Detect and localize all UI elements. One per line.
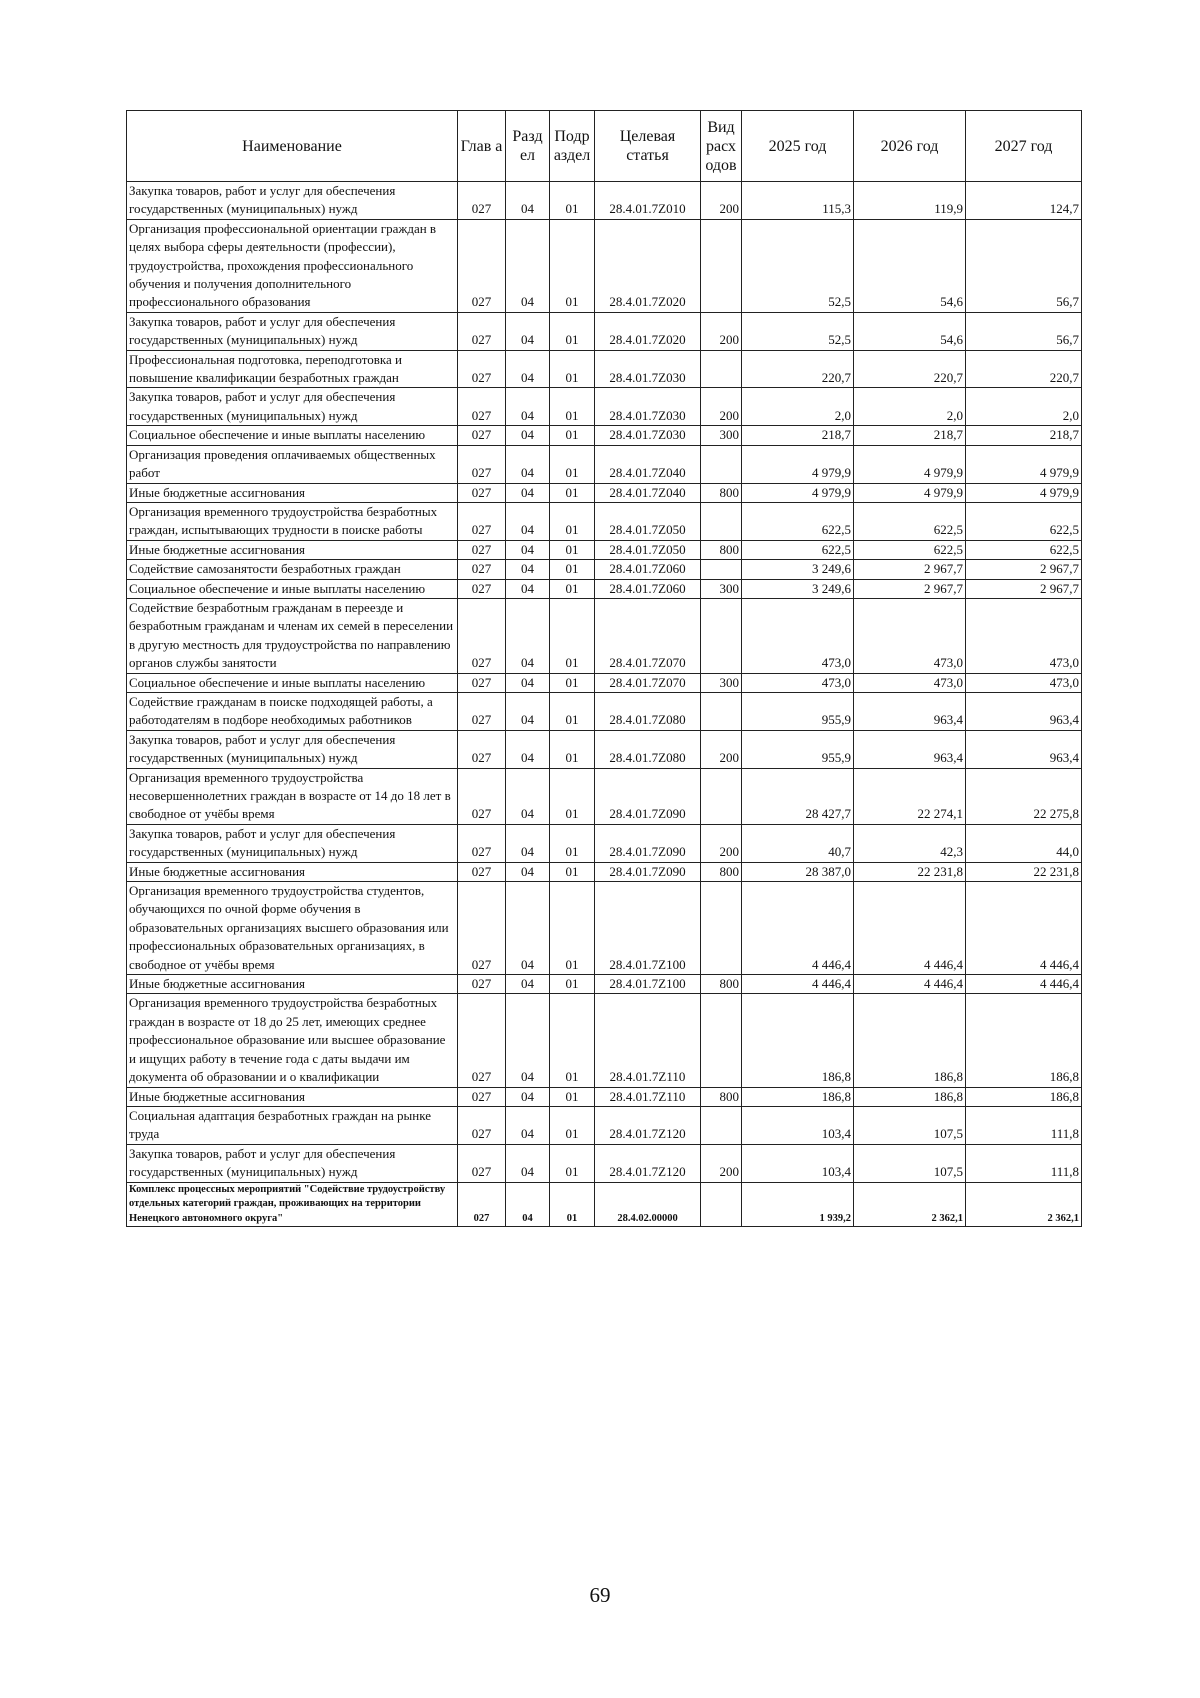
cell-name: Социальная адаптация безработных граждан на рынке труда: [127, 1106, 458, 1144]
table-row: [127, 579, 1082, 598]
cell-2026: 4 446,4: [854, 975, 966, 994]
table-body: [127, 182, 1082, 1227]
cell-vid: 200: [701, 824, 742, 862]
cell-razdel: 04: [506, 182, 550, 220]
cell-article: 28.4.01.7Z080: [595, 730, 701, 768]
cell-podrazdel: 01: [550, 975, 595, 994]
header-2026: 2026 год: [854, 111, 966, 182]
cell-vid: 800: [701, 540, 742, 559]
cell-name: Закупка товаров, работ и услуг для обеспечения государственных (муниципальных) нужд: [127, 182, 458, 220]
cell-article: 28.4.01.7Z060: [595, 579, 701, 598]
cell-article: 28.4.01.7Z010: [595, 182, 701, 220]
cell-2025: 28 387,0: [742, 862, 854, 881]
cell-2027: 4 446,4: [966, 975, 1082, 994]
cell-glava: 027: [458, 350, 506, 388]
cell-article: 28.4.01.7Z100: [595, 975, 701, 994]
cell-2027: 2 362,1: [966, 1182, 1082, 1227]
table-row: [127, 388, 1082, 426]
cell-vid: [701, 1182, 742, 1227]
cell-podrazdel: 01: [550, 1106, 595, 1144]
cell-2025: 622,5: [742, 502, 854, 540]
cell-razdel: 04: [506, 560, 550, 579]
cell-article: 28.4.01.7Z030: [595, 426, 701, 445]
cell-glava: 027: [458, 219, 506, 312]
cell-2026: 2 967,7: [854, 560, 966, 579]
cell-glava: 027: [458, 579, 506, 598]
cell-2027: 4 979,9: [966, 483, 1082, 502]
table-row: [127, 598, 1082, 673]
cell-name: Закупка товаров, работ и услуг для обеспечения государственных (муниципальных) нужд: [127, 730, 458, 768]
cell-podrazdel: 01: [550, 182, 595, 220]
cell-podrazdel: 01: [550, 388, 595, 426]
cell-podrazdel: 01: [550, 598, 595, 673]
cell-razdel: 04: [506, 445, 550, 483]
cell-2025: 103,4: [742, 1106, 854, 1144]
cell-2027: 473,0: [966, 598, 1082, 673]
cell-vid: [701, 768, 742, 824]
cell-name: Иные бюджетные ассигнования: [127, 862, 458, 881]
cell-article: 28.4.01.7Z120: [595, 1144, 701, 1182]
table-row: [127, 862, 1082, 881]
cell-2025: 186,8: [742, 1087, 854, 1106]
cell-2027: 963,4: [966, 692, 1082, 730]
cell-razdel: 04: [506, 862, 550, 881]
cell-vid: 800: [701, 862, 742, 881]
cell-name: Организация профессиональной ориентации граждан в целях выбора сферы деятельности (профессии), трудоустройства, прохождения профессионального обучения и получения дополнительного профессионального образования: [127, 219, 458, 312]
cell-podrazdel: 01: [550, 426, 595, 445]
cell-name: Содействие гражданам в поиске подходящей работы, а работодателям в подборе необходимых работников: [127, 692, 458, 730]
table-row: [127, 426, 1082, 445]
table-row: [127, 560, 1082, 579]
cell-name: Организация временного трудоустройства безработных граждан, испытывающих трудности в поиске работы: [127, 502, 458, 540]
cell-name: Закупка товаров, работ и услуг для обеспечения государственных (муниципальных) нужд: [127, 388, 458, 426]
cell-name: Содействие безработным гражданам в переезде и безработным гражданам и членам их семей в переселении в другую местность для трудоустройства по направлению органов службы занятости: [127, 598, 458, 673]
cell-razdel: 04: [506, 388, 550, 426]
cell-2026: 4 446,4: [854, 882, 966, 975]
cell-razdel: 04: [506, 1144, 550, 1182]
cell-2027: 622,5: [966, 540, 1082, 559]
cell-podrazdel: 01: [550, 312, 595, 350]
cell-razdel: 04: [506, 483, 550, 502]
cell-vid: [701, 1106, 742, 1144]
budget-table: [126, 110, 1082, 1227]
cell-podrazdel: 01: [550, 502, 595, 540]
header-podrazdel: Подр аздел: [550, 111, 595, 182]
cell-2027: 124,7: [966, 182, 1082, 220]
cell-glava: 027: [458, 673, 506, 692]
cell-2025: 955,9: [742, 730, 854, 768]
cell-2025: 4 446,4: [742, 882, 854, 975]
table-row: [127, 445, 1082, 483]
cell-razdel: 04: [506, 1106, 550, 1144]
cell-article: 28.4.01.7Z030: [595, 388, 701, 426]
cell-2025: 4 979,9: [742, 445, 854, 483]
cell-name: Организация проведения оплачиваемых общественных работ: [127, 445, 458, 483]
cell-glava: 027: [458, 1087, 506, 1106]
cell-razdel: 04: [506, 824, 550, 862]
cell-2026: 42,3: [854, 824, 966, 862]
cell-2025: 40,7: [742, 824, 854, 862]
cell-2026: 4 979,9: [854, 483, 966, 502]
cell-vid: 300: [701, 426, 742, 445]
table-row: [127, 483, 1082, 502]
cell-2026: 22 231,8: [854, 862, 966, 881]
cell-2025: 622,5: [742, 540, 854, 559]
cell-podrazdel: 01: [550, 219, 595, 312]
cell-2026: 218,7: [854, 426, 966, 445]
cell-2026: 2,0: [854, 388, 966, 426]
cell-2026: 54,6: [854, 219, 966, 312]
table-header-row: [127, 111, 1082, 182]
cell-glava: 027: [458, 768, 506, 824]
table-row: [127, 768, 1082, 824]
cell-article: 28.4.01.7Z090: [595, 862, 701, 881]
table-row: [127, 1182, 1082, 1227]
cell-razdel: 04: [506, 768, 550, 824]
cell-podrazdel: 01: [550, 579, 595, 598]
cell-article: 28.4.01.7Z100: [595, 882, 701, 975]
cell-podrazdel: 01: [550, 1087, 595, 1106]
cell-name: Организация временного трудоустройства безработных граждан в возрасте от 18 до 25 лет, имеющих среднее профессиональное образование или высшее образование и ищущих работу в течение года с даты выдачи им документа об образовании и о квалификации: [127, 994, 458, 1087]
cell-2025: 52,5: [742, 312, 854, 350]
cell-vid: 800: [701, 975, 742, 994]
table-row: [127, 502, 1082, 540]
table-row: [127, 1087, 1082, 1106]
cell-glava: 027: [458, 1182, 506, 1227]
cell-article: 28.4.01.7Z020: [595, 219, 701, 312]
cell-2025: 473,0: [742, 673, 854, 692]
cell-vid: 200: [701, 182, 742, 220]
cell-2027: 218,7: [966, 426, 1082, 445]
cell-2026: 107,5: [854, 1144, 966, 1182]
cell-article: 28.4.01.7Z040: [595, 445, 701, 483]
cell-razdel: 04: [506, 994, 550, 1087]
cell-glava: 027: [458, 483, 506, 502]
cell-name: Социальное обеспечение и иные выплаты населению: [127, 579, 458, 598]
cell-podrazdel: 01: [550, 540, 595, 559]
cell-2025: 473,0: [742, 598, 854, 673]
page-number: 69: [589, 1583, 611, 1607]
cell-name: Закупка товаров, работ и услуг для обеспечения государственных (муниципальных) нужд: [127, 1144, 458, 1182]
cell-2025: 3 249,6: [742, 579, 854, 598]
cell-glava: 027: [458, 882, 506, 975]
table-row: [127, 1106, 1082, 1144]
cell-2026: 2 362,1: [854, 1182, 966, 1227]
cell-razdel: 04: [506, 502, 550, 540]
cell-2027: 963,4: [966, 730, 1082, 768]
table-row: [127, 882, 1082, 975]
cell-glava: 027: [458, 540, 506, 559]
cell-vid: [701, 219, 742, 312]
cell-glava: 027: [458, 730, 506, 768]
cell-2025: 220,7: [742, 350, 854, 388]
cell-2025: 115,3: [742, 182, 854, 220]
cell-razdel: 04: [506, 975, 550, 994]
cell-podrazdel: 01: [550, 994, 595, 1087]
cell-2027: 473,0: [966, 673, 1082, 692]
cell-glava: 027: [458, 445, 506, 483]
cell-razdel: 04: [506, 598, 550, 673]
cell-2027: 111,8: [966, 1144, 1082, 1182]
cell-2027: 2,0: [966, 388, 1082, 426]
cell-podrazdel: 01: [550, 824, 595, 862]
cell-2025: 52,5: [742, 219, 854, 312]
cell-2027: 622,5: [966, 502, 1082, 540]
cell-glava: 027: [458, 598, 506, 673]
header-razdel: Разд ел: [506, 111, 550, 182]
cell-article: 28.4.01.7Z110: [595, 1087, 701, 1106]
cell-razdel: 04: [506, 882, 550, 975]
cell-article: 28.4.01.7Z060: [595, 560, 701, 579]
cell-razdel: 04: [506, 673, 550, 692]
cell-name: Закупка товаров, работ и услуг для обеспечения государственных (муниципальных) нужд: [127, 824, 458, 862]
cell-name: Комплекс процессных мероприятий "Содействие трудоустройству отдельных категорий граждан, проживающих на территории Ненецкого автономного округа": [127, 1182, 458, 1227]
cell-vid: 200: [701, 1144, 742, 1182]
cell-razdel: 04: [506, 219, 550, 312]
cell-vid: [701, 560, 742, 579]
cell-article: 28.4.01.7Z070: [595, 673, 701, 692]
cell-article: 28.4.01.7Z030: [595, 350, 701, 388]
cell-podrazdel: 01: [550, 483, 595, 502]
cell-name: Иные бюджетные ассигнования: [127, 1087, 458, 1106]
cell-podrazdel: 01: [550, 445, 595, 483]
cell-name: Закупка товаров, работ и услуг для обеспечения государственных (муниципальных) нужд: [127, 312, 458, 350]
cell-vid: 200: [701, 312, 742, 350]
cell-glava: 027: [458, 692, 506, 730]
cell-name: Профессиональная подготовка, переподготовка и повышение квалификации безработных граждан: [127, 350, 458, 388]
table-row: [127, 312, 1082, 350]
cell-2025: 3 249,6: [742, 560, 854, 579]
cell-2027: 56,7: [966, 312, 1082, 350]
header-glava: Глав а: [458, 111, 506, 182]
cell-2027: 2 967,7: [966, 560, 1082, 579]
cell-2026: 119,9: [854, 182, 966, 220]
cell-2025: 103,4: [742, 1144, 854, 1182]
table-row: [127, 975, 1082, 994]
cell-2026: 4 979,9: [854, 445, 966, 483]
cell-glava: 027: [458, 862, 506, 881]
cell-2025: 2,0: [742, 388, 854, 426]
cell-glava: 027: [458, 1106, 506, 1144]
cell-article: 28.4.01.7Z070: [595, 598, 701, 673]
cell-2026: 107,5: [854, 1106, 966, 1144]
cell-podrazdel: 01: [550, 692, 595, 730]
cell-2026: 2 967,7: [854, 579, 966, 598]
header-2025: 2025 год: [742, 111, 854, 182]
cell-article: 28.4.01.7Z110: [595, 994, 701, 1087]
table-row: [127, 1144, 1082, 1182]
cell-2027: 186,8: [966, 1087, 1082, 1106]
cell-article: 28.4.01.7Z090: [595, 768, 701, 824]
cell-vid: 800: [701, 1087, 742, 1106]
cell-2026: 963,4: [854, 730, 966, 768]
cell-podrazdel: 01: [550, 673, 595, 692]
table-row: [127, 673, 1082, 692]
cell-name: Содействие самозанятости безработных граждан: [127, 560, 458, 579]
cell-2025: 955,9: [742, 692, 854, 730]
cell-vid: 300: [701, 579, 742, 598]
cell-vid: [701, 692, 742, 730]
header-name: Наименование: [127, 111, 458, 182]
cell-2027: 220,7: [966, 350, 1082, 388]
cell-2025: 4 446,4: [742, 975, 854, 994]
cell-razdel: 04: [506, 1182, 550, 1227]
cell-2027: 186,8: [966, 994, 1082, 1087]
cell-name: Организация временного трудоустройства несовершеннолетних граждан в возрасте от 14 до 18 лет в свободное от учёбы время: [127, 768, 458, 824]
table-row: [127, 182, 1082, 220]
cell-glava: 027: [458, 560, 506, 579]
cell-name: Социальное обеспечение и иные выплаты населению: [127, 673, 458, 692]
cell-article: 28.4.01.7Z020: [595, 312, 701, 350]
cell-article: 28.4.01.7Z090: [595, 824, 701, 862]
cell-2025: 28 427,7: [742, 768, 854, 824]
table-row: [127, 692, 1082, 730]
cell-razdel: 04: [506, 350, 550, 388]
cell-article: 28.4.02.00000: [595, 1182, 701, 1227]
cell-razdel: 04: [506, 1087, 550, 1106]
cell-glava: 027: [458, 312, 506, 350]
cell-razdel: 04: [506, 540, 550, 559]
cell-podrazdel: 01: [550, 768, 595, 824]
cell-glava: 027: [458, 975, 506, 994]
cell-razdel: 04: [506, 730, 550, 768]
cell-article: 28.4.01.7Z050: [595, 540, 701, 559]
cell-razdel: 04: [506, 692, 550, 730]
cell-vid: 800: [701, 483, 742, 502]
table-row: [127, 994, 1082, 1087]
table-row: [127, 730, 1082, 768]
cell-razdel: 04: [506, 312, 550, 350]
cell-2026: 54,6: [854, 312, 966, 350]
cell-article: 28.4.01.7Z080: [595, 692, 701, 730]
cell-glava: 027: [458, 388, 506, 426]
cell-article: 28.4.01.7Z050: [595, 502, 701, 540]
cell-podrazdel: 01: [550, 560, 595, 579]
cell-vid: 200: [701, 730, 742, 768]
cell-2025: 186,8: [742, 994, 854, 1087]
cell-2026: 22 274,1: [854, 768, 966, 824]
table-row: [127, 219, 1082, 312]
cell-2027: 111,8: [966, 1106, 1082, 1144]
cell-razdel: 04: [506, 579, 550, 598]
cell-podrazdel: 01: [550, 1182, 595, 1227]
cell-2026: 220,7: [854, 350, 966, 388]
table-row: [127, 540, 1082, 559]
cell-glava: 027: [458, 426, 506, 445]
cell-razdel: 04: [506, 426, 550, 445]
cell-2027: 56,7: [966, 219, 1082, 312]
cell-podrazdel: 01: [550, 350, 595, 388]
cell-glava: 027: [458, 182, 506, 220]
cell-2027: 4 979,9: [966, 445, 1082, 483]
cell-name: Иные бюджетные ассигнования: [127, 975, 458, 994]
cell-2026: 622,5: [854, 540, 966, 559]
cell-glava: 027: [458, 1144, 506, 1182]
cell-name: Иные бюджетные ассигнования: [127, 540, 458, 559]
cell-vid: 300: [701, 673, 742, 692]
cell-podrazdel: 01: [550, 730, 595, 768]
cell-glava: 027: [458, 502, 506, 540]
cell-article: 28.4.01.7Z120: [595, 1106, 701, 1144]
cell-2026: 473,0: [854, 598, 966, 673]
cell-vid: 200: [701, 388, 742, 426]
cell-vid: [701, 445, 742, 483]
cell-article: 28.4.01.7Z040: [595, 483, 701, 502]
cell-vid: [701, 994, 742, 1087]
cell-2025: 218,7: [742, 426, 854, 445]
table-row: [127, 824, 1082, 862]
cell-name: Социальное обеспечение и иные выплаты населению: [127, 426, 458, 445]
cell-2026: 473,0: [854, 673, 966, 692]
cell-vid: [701, 598, 742, 673]
cell-2027: 22 275,8: [966, 768, 1082, 824]
cell-2027: 44,0: [966, 824, 1082, 862]
header-2027: 2027 год: [966, 111, 1082, 182]
cell-glava: 027: [458, 994, 506, 1087]
cell-2027: 2 967,7: [966, 579, 1082, 598]
cell-podrazdel: 01: [550, 882, 595, 975]
cell-vid: [701, 350, 742, 388]
cell-name: Организация временного трудоустройства студентов, обучающихся по очной форме обучения в образовательных организациях высшего образования или профессиональных образовательных организациях, в свободное от учёбы время: [127, 882, 458, 975]
cell-glava: 027: [458, 824, 506, 862]
header-article: Целевая статья: [595, 111, 701, 182]
cell-2026: 963,4: [854, 692, 966, 730]
cell-2026: 622,5: [854, 502, 966, 540]
header-vid: Вид расх одов: [701, 111, 742, 182]
cell-vid: [701, 502, 742, 540]
cell-2026: 186,8: [854, 1087, 966, 1106]
cell-2025: 4 979,9: [742, 483, 854, 502]
table-row: [127, 350, 1082, 388]
cell-podrazdel: 01: [550, 1144, 595, 1182]
cell-name: Иные бюджетные ассигнования: [127, 483, 458, 502]
cell-vid: [701, 882, 742, 975]
cell-2027: 4 446,4: [966, 882, 1082, 975]
cell-2025: 1 939,2: [742, 1182, 854, 1227]
cell-podrazdel: 01: [550, 862, 595, 881]
cell-2026: 186,8: [854, 994, 966, 1087]
cell-2027: 22 231,8: [966, 862, 1082, 881]
